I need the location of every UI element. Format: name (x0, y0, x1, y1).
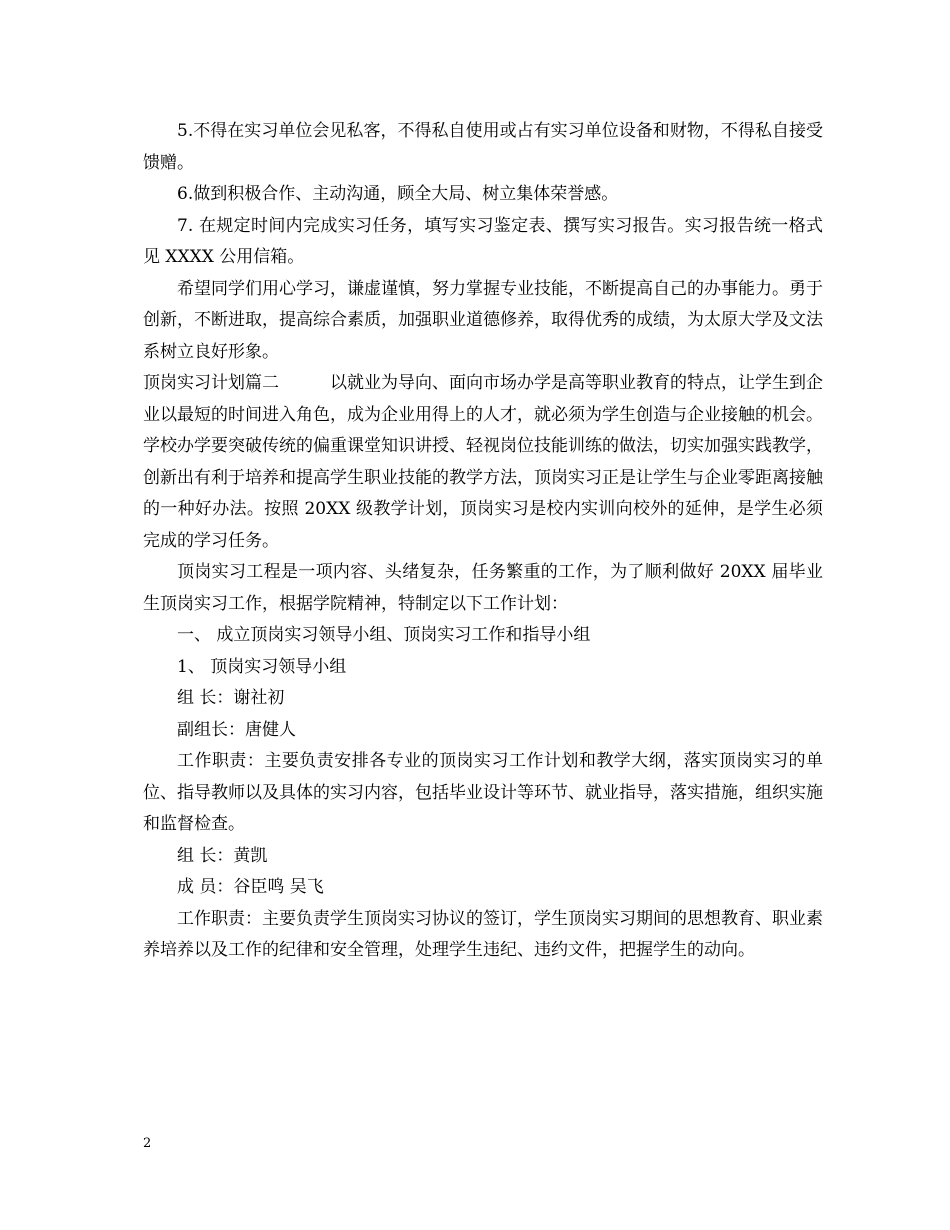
work-group-duties: 工作职责：主要负责学生顶岗实习协议的签订，学生顶岗实习期间的思想教育、职业素养培养以及工作的纪律和安全管理，处理学生违纪、违约文件，把握学生的动向。 (143, 908, 823, 960)
paragraph-rule-6: 6.做到积极合作、主动沟通，顾全大局、树立集体荣誉感。 (177, 184, 619, 204)
section-heading-1: 一、 成立顶岗实习领导小组、顶岗实习工作和指导小组 (177, 625, 591, 645)
page-number: 2 (143, 1136, 152, 1151)
leader-group-head: 组 长：谢社初 (177, 688, 285, 708)
paragraph-rule-5: 5.不得在实习单位会见私客，不得私自使用或占有实习单位设备和财物，不得私自接受馈赠。 (143, 121, 823, 173)
work-group-head: 组 长：黄凯 (177, 845, 268, 866)
paragraph-project-overview: 顶岗实习工程是一项内容、头绪复杂，任务繁重的工作，为了顺利做好 20XX 届毕业生顶岗实习工作，根据学院精神，特制定以下工作计划： (143, 562, 823, 614)
paragraph-rule-7: 7. 在规定时间内完成实习任务，填写实习鉴定表、撰写实习报告。实习报告统一格式见 XXXX 公用信箱。 (143, 215, 823, 267)
paragraph-plan-two-intro: 顶岗实习计划篇二 以就业为导向、面向市场办学是高等职业教育的特点，让学生到企业以最短的时间进入角色，成为企业用得上的人才，就必须为学生创造与企业接触的机会。学校办学要突破传统的偏重课堂知识讲授、轻视岗位技能训练的做法，切实加强实践教学，创新出有利于培养和提高学生职业技能的教学方法，顶岗实习正是让学生与企业零距离接触的一种好办法。按照 20XX 级教学计划，顶岗实习是校内实训向校外的延伸，是学生必须完成的学习任务。 (143, 373, 823, 551)
document-body (143, 116, 823, 967)
subsection-heading-1: 1、 顶岗实习领导小组 (177, 656, 347, 677)
paragraph-closing-hope: 希望同学们用心学习，谦虚谨慎，努力掌握专业技能，不断提高自己的办事能力。勇于创新，不断进取，提高综合素质，加强职业道德修养，取得优秀的成绩，为太原大学及文法系树立良好形象。 (143, 278, 823, 362)
work-group-members: 成 员：谷臣鸣 吴飞 (177, 877, 324, 897)
leader-group-duties: 工作职责：主要负责安排各专业的顶岗实习工作计划和教学大纲，落实顶岗实习的单位、指导教师以及具体的实习内容，包括毕业设计等环节、就业指导，落实措施，组织实施和监督检查。 (143, 751, 823, 834)
leader-group-deputy: 副组长：唐健人 (177, 719, 296, 740)
